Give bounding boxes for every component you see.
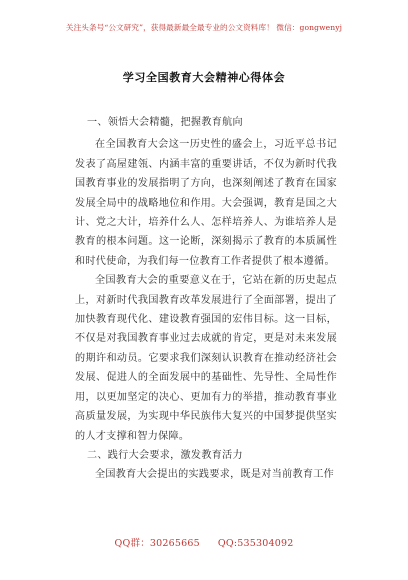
body-paragraph-1: 在全国教育大会这一历史性的盛会上，习近平总书记发表了高屋建瓴、内涵丰富的重要讲话，不仅为新时代我国教育事业的发展指明了方向，也深刻阐述了教育在国家发展全局中的战略地位和作用。大会强调，教育是国之大计、党之大计，培养什么人、怎样培养人、为谁培养人是教育的根本问题。这一论断，深刻揭示了教育的本质属性和时代使命，为我们每一位教育工作者提供了根本遵循。 [75, 139, 337, 267]
footer-contact [0, 535, 408, 549]
footer-qq-group: QQ群：30265665 [114, 538, 200, 549]
section-heading-1: 一、领悟大会精髓，把握教育航向 [87, 117, 243, 128]
header-promo-note: 关注头条号“公文研究”，获得最新最全最专业的公文资料库！ 微信：gongwenyj [65, 23, 343, 32]
body-paragraph-2: 全国教育大会的重要意义在于，它站在新的历史起点上，对新时代我国教育改革发展进行了全面部署，提出了加快教育现代化、建设教育强国的宏伟目标。这一目标，不仅是对我国教育事业过去成就的肯定，更是对未来发展的期许和动员。它要求我们深刻认识教育在推动经济社会发展、促进人的全面发展中的基础性、先导性、全局性作用，以更加坚定的决心、更加有力的举措，推动教育事业高质量发展，为实现中华民族伟大复兴的中国梦提供坚实的人才支撑和智力保障。 [75, 275, 337, 442]
body-paragraph-3: 全国教育大会提出的实践要求，既是对当前教育工作 [95, 469, 335, 481]
document-body [75, 113, 337, 485]
footer-qq-number: QQ:535304092 [217, 538, 294, 549]
section-heading-2: 二、践行大会要求，激发教育活力 [87, 449, 243, 461]
document-title: 学习全国教育大会精神心得体会 [122, 71, 286, 84]
